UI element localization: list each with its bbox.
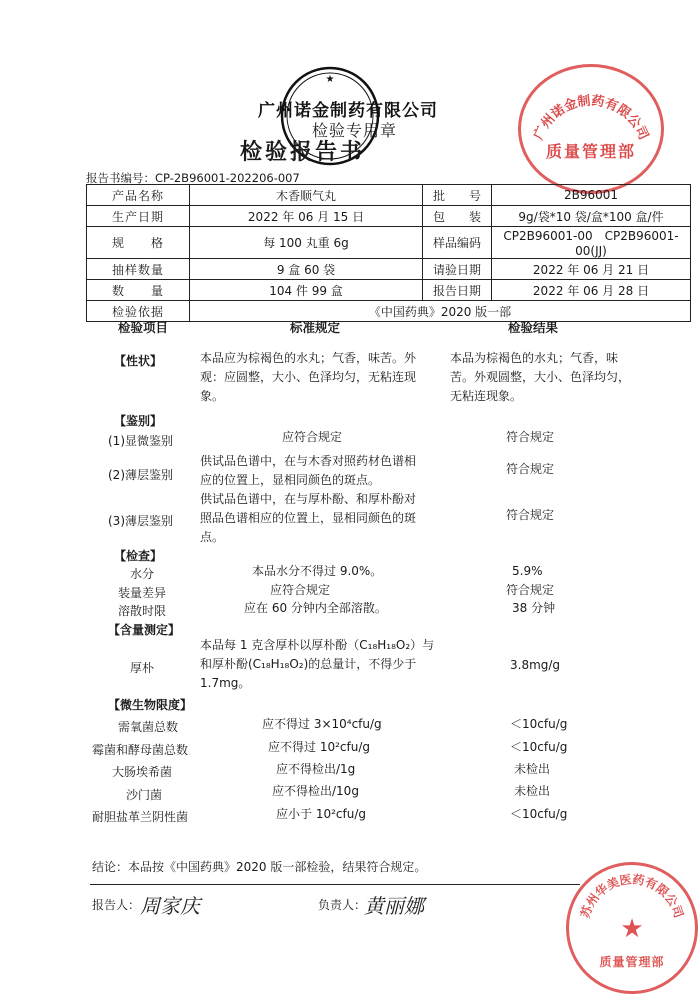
info-label: 数 量 [87, 280, 190, 301]
hanliang-standard: 本品每 1 克含厚朴以厚朴酚（C₁₈H₁₈O₂）与 和厚朴酚(C₁₈H₁₈O₂)的总量计，不得少于 1.7mg。 [200, 638, 435, 690]
xingzhuang-result: 本品为棕褐色的水丸；气香，味 苦。外观圆整，大小、色泽均匀， 无粘连现象。 [450, 351, 631, 403]
micro-item-standard: 应小于 10²cfu/g [276, 807, 366, 821]
section-jianbie: 【鉴别】 [114, 414, 163, 428]
jianbie-item-standard: 供试品色谱中，在与木香对照药材色谱相 应的位置上，显相同颜色的斑点。 [200, 454, 417, 487]
micro-item-name: 耐胆盐革兰阴性菌 [92, 810, 189, 824]
micro-item-name: 沙门菌 [126, 788, 163, 802]
responsible-signature: 黄丽娜 [364, 894, 424, 918]
header-standard: 标准规定 [290, 320, 341, 335]
seal-purpose: 检验专用章 [312, 121, 398, 140]
info-label: 报告日期 [423, 280, 492, 301]
basis-value: 《中国药典》2020 版一部 [190, 301, 691, 322]
micro-item-name: 需氧菌总数 [118, 720, 179, 734]
jiancha-item-standard: 本品水分不得过 9.0%。 [252, 564, 383, 578]
hanliang-item-name: 厚朴 [130, 661, 155, 675]
info-label: 规 格 [87, 227, 190, 259]
conclusion: 结论：本品按《中国药典》2020 版一部检验，结果符合规定。 [92, 860, 427, 874]
jiancha-item-standard: 应在 60 分钟内全部溶散。 [244, 601, 387, 615]
info-label: 产品名称 [87, 185, 190, 206]
micro-item-result: ＜10cfu/g [510, 740, 568, 754]
table-row [87, 301, 691, 322]
jiancha-item-result: 38 分钟 [512, 601, 556, 615]
header-item: 检验项目 [118, 320, 169, 335]
jianbie-item-standard: 应符合规定 [282, 430, 343, 444]
reporter-label: 报告人： [92, 898, 141, 912]
svg-text:★: ★ [325, 74, 335, 85]
section-jiancha: 【检查】 [114, 549, 163, 563]
info-value: 每 100 丸重 6g [190, 227, 423, 259]
info-value: 2B96001 [492, 185, 691, 206]
micro-item-result: ＜10cfu/g [510, 717, 568, 731]
table-row [87, 227, 691, 259]
info-label: 生产日期 [87, 206, 190, 227]
micro-item-result: 未检出 [514, 762, 551, 776]
info-label: 批 号 [423, 185, 492, 206]
info-label: 包 装 [423, 206, 492, 227]
table-row [87, 280, 691, 301]
jianbie-item-name: (2)薄层鉴别 [108, 468, 173, 482]
qa-stamp-company: 广州诺金制药有限公司 [531, 93, 651, 143]
report-number: 报告书编号：CP-2B96001-202206-007 [86, 171, 300, 185]
jiancha-item-name: 溶散时限 [118, 604, 167, 618]
header-result: 检验结果 [508, 320, 559, 335]
info-value: 9 盒 60 袋 [190, 259, 423, 280]
responsible-label: 负责人： [318, 898, 367, 912]
jianbie-item-name: (1)显微鉴别 [108, 434, 173, 448]
micro-item-result: ＜10cfu/g [510, 807, 568, 821]
jiancha-item-result: 5.9% [512, 564, 543, 578]
hanliang-result: 3.8mg/g [510, 658, 561, 672]
micro-item-name: 霉菌和酵母菌总数 [92, 743, 189, 757]
info-value: CP2B96001-00 CP2B96001-00(JJ) [492, 227, 691, 259]
info-value: 9g/袋*10 袋/盒*100 盒/件 [492, 206, 691, 227]
jiancha-item-standard: 应符合规定 [270, 583, 331, 597]
section-hanliang: 【含量测定】 [108, 623, 181, 637]
reporter-signature: 周家庆 [140, 894, 200, 918]
micro-item-result: 未检出 [514, 784, 551, 798]
info-label: 请验日期 [423, 259, 492, 280]
basis-label: 检验依据 [87, 301, 190, 322]
info-value: 2022 年 06 月 28 日 [492, 280, 691, 301]
qa-stamp-dept: 质量管理部 [545, 142, 636, 161]
signature-divider [90, 884, 580, 885]
info-value: 104 件 99 盒 [190, 280, 423, 301]
micro-item-name: 大肠埃希菌 [112, 765, 173, 779]
jiancha-item-name: 装量差异 [118, 586, 167, 600]
insp-stamp-company: 苏州华美医药有限公司 [578, 872, 686, 920]
table-row [87, 259, 691, 280]
info-value: 木香顺气丸 [190, 185, 423, 206]
jianbie-item-name: (3)薄层鉴别 [108, 514, 173, 528]
info-value: 2022 年 06 月 21 日 [492, 259, 691, 280]
info-table [86, 184, 691, 322]
table-row [87, 185, 691, 206]
micro-item-standard: 应不得检出/10g [272, 784, 359, 798]
qa-dept-stamp [518, 64, 664, 194]
micro-item-standard: 应不得过 3×10⁴cfu/g [262, 717, 382, 731]
jianbie-item-result: 符合规定 [506, 430, 555, 444]
star-icon: ★ [620, 914, 644, 944]
micro-item-standard: 应不得检出/1g [276, 762, 356, 776]
info-label: 抽样数量 [87, 259, 190, 280]
jianbie-item-result: 符合规定 [506, 508, 555, 522]
table-row [87, 206, 691, 227]
section-weishengwu: 【微生物限度】 [108, 698, 193, 712]
inspection-company-stamp [566, 862, 698, 994]
info-value: 2022 年 06 月 15 日 [190, 206, 423, 227]
jianbie-item-standard: 供试品色谱中，在与厚朴酚、和厚朴酚对 照品色谱相应的位置上，显相同颜色的斑 点。 [200, 492, 417, 544]
insp-stamp-dept: 质量管理部 [599, 955, 665, 969]
jiancha-item-result: 符合规定 [506, 583, 555, 597]
seal-company-name: 广州诺金制药有限公司 [258, 101, 438, 121]
jiancha-item-name: 水分 [130, 567, 155, 581]
jianbie-item-result: 符合规定 [506, 462, 555, 476]
micro-item-standard: 应不得过 10²cfu/g [268, 740, 370, 754]
svg-text:广州诺金制药有限公司 [530, 93, 651, 143]
xingzhuang-standard: 本品应为棕褐色的水丸；气香，味苦。外 观：应圆整，大小、色泽均匀，无粘连现 象。 [200, 351, 417, 403]
info-label: 样品编码 [423, 227, 492, 259]
svg-text:苏州华美医药有限公司 [577, 871, 686, 919]
section-xingzhuang: 【性状】 [114, 354, 163, 368]
page-title: 检验报告书 [240, 140, 366, 165]
